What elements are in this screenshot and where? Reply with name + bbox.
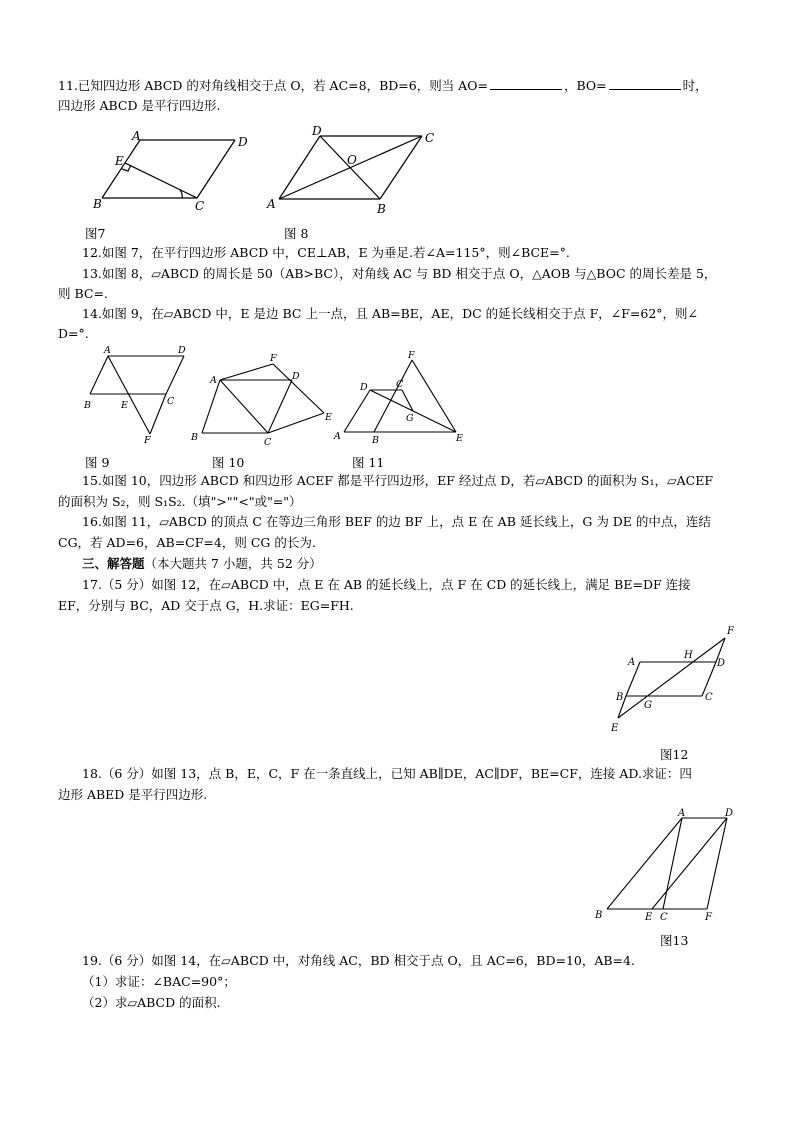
section-3-title: 三、解答题 — [82, 556, 145, 571]
fig13-label-c: C — [660, 912, 668, 923]
q18-line2: 边形 ABED 是平行四边形. — [58, 787, 208, 802]
figure-13 — [590, 803, 745, 925]
fig13-label-a: A — [678, 808, 686, 819]
fig9-label-c: C — [167, 396, 175, 407]
q11-blank-bo[interactable] — [609, 79, 681, 90]
q11-line1 — [58, 78, 748, 94]
fig11-label-g: G — [406, 413, 414, 424]
fig9-label-b: B — [84, 400, 91, 411]
fig10-label-a: A — [210, 375, 217, 386]
fig11-label-e: E — [456, 433, 463, 444]
fig9-label-e: E — [121, 400, 128, 411]
fig10-label-c: C — [264, 437, 272, 448]
q19-line1: 19.（6 分）如图 14，在▱ABCD 中，对角线 AC，BD 相交于点 O，且 AC=6，BD=10，AB=4. — [82, 953, 635, 968]
fig11-label-b: B — [372, 435, 379, 446]
fig12-label-a: A — [628, 657, 636, 668]
q14-line2: D=°. — [58, 326, 89, 341]
fig11-label-a: A — [334, 431, 341, 442]
q19-part1: （1）求证：∠BAC=90°； — [82, 974, 236, 989]
fig12-label-h: H — [684, 650, 693, 661]
fig8-caption: 图 8 — [284, 226, 309, 241]
fig10-label-d: D — [292, 371, 300, 382]
figure-11 — [330, 348, 470, 448]
fig11-label-f: F — [408, 350, 415, 361]
fig12-label-b: B — [616, 692, 624, 703]
fig12-label-e: E — [611, 723, 619, 734]
q15-line2: 的面积为 S₂，则 S₁S₂.（填">""<"或"="） — [58, 494, 302, 509]
q15-line1: 15.如图 10，四边形 ABCD 和四边形 ACEF 都是平行四边形，EF 经过点 D，若▱ABCD 的面积为 S₁，▱ACEF — [82, 473, 714, 488]
fig9-caption: 图 9 — [85, 455, 110, 470]
fig8-label-d: D — [312, 124, 322, 138]
fig9-label-f: F — [144, 435, 151, 446]
section-3-heading — [82, 556, 772, 572]
fig13-label-f: F — [705, 912, 712, 923]
figure-8 — [265, 122, 445, 217]
q17-line2: EF，分别与 BC，AD 交于点 G，H.求证：EG=FH. — [58, 598, 354, 613]
q11-text-a: 11.已知四边形 ABCD 的对角线相交于点 O，若 AC=8，BD=6，则当 AO= — [58, 78, 488, 93]
q14-line1: 14.如图 9，在▱ABCD 中，E 是边 BC 上一点，且 AB=BE，AE，DC 的延长线相交于点 F，∠F=62°，则∠ — [82, 306, 699, 321]
fig9-label-d: D — [178, 345, 186, 356]
figure-10 — [188, 348, 338, 448]
fig7-label-b: B — [93, 197, 102, 211]
fig12-caption: 图12 — [660, 747, 689, 762]
fig13-label-b: B — [595, 910, 603, 921]
fig7-label-c: C — [195, 199, 205, 213]
fig11-label-c: C — [396, 379, 404, 390]
fig8-label-a: A — [267, 197, 276, 211]
q16-line2: CG，若 AD=6，AB=CF=4，则 CG 的长为. — [58, 535, 316, 550]
q11-text-b: ，BO= — [563, 78, 607, 93]
fig9-label-a: A — [104, 345, 111, 356]
q19-part2: （2）求▱ABCD 的面积. — [82, 995, 221, 1010]
fig11-caption: 图 11 — [352, 455, 385, 470]
fig7-label-e: E — [115, 154, 124, 168]
section-3-info: （本大题共 7 小题，共 52 分） — [144, 556, 322, 571]
q11-text-c: 时， — [682, 78, 708, 93]
figure-9 — [80, 342, 195, 447]
fig8-label-c: C — [425, 131, 435, 145]
fig10-label-b: B — [191, 432, 198, 443]
figure-12 — [600, 620, 745, 740]
fig7-label-a: A — [132, 129, 141, 143]
q17-line1: 17.（5 分）如图 12，在▱ABCD 中，点 E 在 AB 的延长线上，点 F 在 CD 的延长线上，满足 BE=DF 连接 — [82, 577, 691, 592]
fig7-caption: 图7 — [85, 226, 106, 241]
figure-7 — [85, 128, 265, 218]
fig13-label-d: D — [725, 808, 734, 819]
fig10-label-f: F — [270, 353, 277, 364]
fig10-caption: 图 10 — [212, 455, 245, 470]
q18-line1: 18.（6 分）如图 13，点 B，E，C，F 在一条直线上，已知 AB∥DE，AC∥DF，BE=CF，连接 AD.求证：四 — [82, 766, 692, 781]
fig12-label-c: C — [705, 692, 713, 703]
fig8-label-b: B — [377, 202, 386, 216]
fig8-label-o: O — [347, 153, 357, 167]
q12-text: 12.如图 7，在平行四边形 ABCD 中，CE⊥AB，E 为垂足.若∠A=115°，则∠BCE=°. — [82, 245, 570, 260]
q11-line2: 四边形 ABCD 是平行四边形. — [58, 98, 221, 113]
fig11-label-d: D — [360, 382, 368, 393]
fig12-label-g: G — [644, 700, 652, 711]
q13-line1: 13.如图 8，▱ABCD 的周长是 50（AB>BC），对角线 AC 与 BD 相交于点 O，△AOB 与△BOC 的周长差是 5， — [82, 266, 717, 281]
fig12-label-f: F — [727, 626, 734, 637]
fig13-caption: 图13 — [660, 933, 689, 948]
fig10-label-e: E — [325, 412, 332, 423]
q13-line2: 则 BC=. — [58, 286, 108, 301]
fig13-label-e: E — [645, 912, 653, 923]
fig7-label-d: D — [238, 135, 248, 149]
q16-line1: 16.如图 11，▱ABCD 的顶点 C 在等边三角形 BEF 的边 BF 上，点 E 在 AB 延长线上，G 为 DE 的中点，连结 — [82, 514, 711, 529]
fig12-label-d: D — [717, 658, 726, 669]
q11-blank-ao[interactable] — [490, 79, 562, 90]
